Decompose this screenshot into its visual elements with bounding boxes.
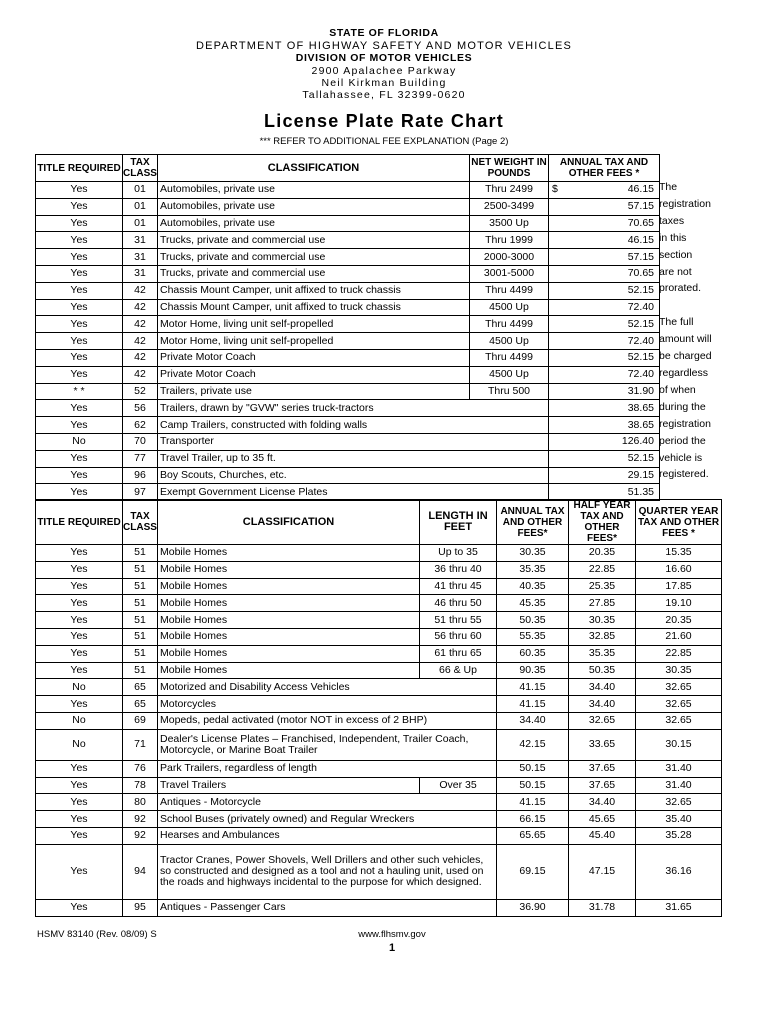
quarter-year-cell: 31.65 [636, 899, 722, 916]
proration-note-line: are not [659, 265, 692, 278]
annual-tax-cell: 30.35 [497, 545, 569, 562]
title-required-cell: Yes [36, 450, 123, 467]
tax-class-cell: 97 [123, 484, 158, 501]
classification-cell: Motor Home, living unit self-propelled [158, 333, 470, 350]
proration-note-line: in this [659, 231, 687, 244]
quarter-year-cell: 35.28 [636, 827, 722, 844]
classification-cell: Trucks, private and commercial use [158, 265, 470, 282]
title-required-cell: Yes [36, 612, 123, 629]
proration-note-line: during the [659, 400, 706, 413]
table-row [36, 811, 722, 828]
title-required-cell: Yes [36, 595, 123, 612]
classification-cell: Trailers, drawn by "GVW" series truck-tractors [158, 400, 549, 417]
tax-class-cell: 96 [123, 467, 158, 484]
tax-class-cell: 51 [123, 578, 158, 595]
net-weight-cell: 3500 Up [470, 215, 549, 232]
title-required-cell: * * [36, 383, 123, 400]
classification-cell: Automobiles, private use [158, 215, 470, 232]
classification-cell: Transporter [158, 433, 549, 450]
tax-class-cell: 42 [123, 282, 158, 299]
table-row [36, 249, 660, 266]
tax-class-cell: 42 [123, 349, 158, 366]
annual-tax-cell: 50.35 [497, 612, 569, 629]
title-required-cell: Yes [36, 249, 123, 266]
half-year-cell: 47.15 [569, 844, 636, 899]
classification-cell: Automobiles, private use [158, 182, 470, 199]
quarter-year-cell: 32.65 [636, 794, 722, 811]
classification-cell: Mobile Homes [158, 645, 420, 662]
table-row [36, 333, 660, 350]
quarter-year-cell: 31.40 [636, 777, 722, 794]
table-row [36, 561, 722, 578]
table-row [36, 844, 722, 899]
table-row [36, 899, 722, 916]
half-year-cell: 34.40 [569, 794, 636, 811]
tax-class-cell: 95 [123, 899, 158, 916]
proration-note-line: be charged [659, 350, 712, 363]
tax-class-cell: 51 [123, 645, 158, 662]
annual-tax-cell: 52.15 [549, 349, 660, 366]
annual-tax-value: 46.15 [627, 183, 654, 196]
annual-tax-cell: 34.40 [497, 712, 569, 729]
half-year-cell: 34.40 [569, 679, 636, 696]
proration-note-line: registration [659, 197, 711, 210]
annual-tax-cell: 52.15 [549, 450, 660, 467]
title-required-cell: Yes [36, 400, 123, 417]
net-weight-cell: Thru 1999 [470, 232, 549, 249]
table-row [36, 400, 660, 417]
title-required-cell: No [36, 679, 123, 696]
half-year-cell: 20.35 [569, 545, 636, 562]
table-row [36, 595, 722, 612]
tax-class-cell: 71 [123, 729, 158, 760]
tax-class-cell: 92 [123, 827, 158, 844]
proration-note-line [659, 297, 721, 314]
net-weight-cell: 2000-3000 [470, 249, 549, 266]
classification-cell: Dealer's License Plates – Franchised, Independent, Trailer Coach, Motorcycle, or Marine Boat Trailer [158, 729, 497, 760]
currency-symbol: $ [552, 183, 558, 196]
annual-tax-cell: 42.15 [497, 729, 569, 760]
proration-note-line: registration [659, 417, 711, 430]
classification-cell: Mobile Homes [158, 595, 420, 612]
half-year-cell: 37.65 [569, 760, 636, 777]
annual-tax-cell: 40.35 [497, 578, 569, 595]
proration-note-line: period the [659, 434, 706, 447]
fee-note: *** REFER TO ADDITIONAL FEE EXPLANATION (Page 2) [259, 136, 509, 147]
title-required-cell: Yes [36, 645, 123, 662]
classification-cell: Mopeds, pedal activated (motor NOT in excess of 2 BHP) [158, 712, 497, 729]
annual-tax-cell: 90.35 [497, 662, 569, 679]
classification-cell: Antiques - Passenger Cars [158, 899, 497, 916]
header-classification: CLASSIFICATION [158, 155, 470, 182]
quarter-year-cell: 36.16 [636, 844, 722, 899]
proration-note-line: The [659, 181, 678, 193]
proration-note-line: registered. [659, 468, 709, 481]
table-row [36, 827, 722, 844]
quarter-year-cell: 22.85 [636, 645, 722, 662]
quarter-year-cell: 17.85 [636, 578, 722, 595]
table-row [36, 366, 660, 383]
annual-tax-cell: 70.65 [549, 265, 660, 282]
quarter-year-cell: 21.60 [636, 628, 722, 645]
department-heading: DEPARTMENT OF HIGHWAY SAFETY AND MOTOR VEHICLES [195, 40, 573, 52]
table-row [36, 612, 722, 629]
annual-tax-cell: 52.15 [549, 316, 660, 333]
annual-tax-cell: 46.15 [549, 232, 660, 249]
half-year-cell: 33.65 [569, 729, 636, 760]
classification-cell: Mobile Homes [158, 662, 420, 679]
header-net-weight: NET WEIGHT IN POUNDS [470, 155, 549, 182]
header2-classification: CLASSIFICATION [158, 500, 420, 545]
classification-cell: Motorcycles [158, 696, 497, 713]
table-row [36, 182, 660, 199]
table-row [36, 628, 722, 645]
proration-note-line: regardless [659, 366, 709, 379]
quarter-year-cell: 32.65 [636, 712, 722, 729]
state-heading: STATE OF FLORIDA [329, 27, 439, 39]
annual-tax-cell: 126.40 [549, 433, 660, 450]
proration-note-line: amount will [659, 333, 712, 346]
net-weight-cell: Thru 4499 [470, 316, 549, 333]
net-weight-cell: Thru 2499 [470, 182, 549, 199]
title-required-cell: Yes [36, 794, 123, 811]
header-annual-tax: ANNUAL TAX AND OTHER FEES * [549, 155, 660, 182]
title-required-cell: Yes [36, 333, 123, 350]
length-cell: Up to 35 [420, 545, 497, 562]
net-weight-cell: Thru 4499 [470, 349, 549, 366]
annual-tax-cell: 50.15 [497, 777, 569, 794]
table-row [36, 777, 722, 794]
half-year-cell: 34.40 [569, 696, 636, 713]
classification-cell: Mobile Homes [158, 628, 420, 645]
table-row [36, 349, 660, 366]
length-cell: 46 thru 50 [420, 595, 497, 612]
title-required-cell: Yes [36, 182, 123, 199]
title-required-cell: Yes [36, 467, 123, 484]
classification-cell: Chassis Mount Camper, unit affixed to truck chassis [158, 299, 470, 316]
table-row [36, 645, 722, 662]
tax-class-cell: 51 [123, 612, 158, 629]
table-row [36, 383, 660, 400]
net-weight-cell: 3001-5000 [470, 265, 549, 282]
quarter-year-cell: 15.35 [636, 545, 722, 562]
annual-tax-cell: 57.15 [549, 198, 660, 215]
tax-class-cell: 80 [123, 794, 158, 811]
table-row [36, 232, 660, 249]
title-required-cell: Yes [36, 811, 123, 828]
classification-cell: Travel Trailer, up to 35 ft. [158, 450, 549, 467]
length-cell: 66 & Up [420, 662, 497, 679]
quarter-year-cell: 30.35 [636, 662, 722, 679]
annual-tax-cell: 70.65 [549, 215, 660, 232]
tax-class-cell: 77 [123, 450, 158, 467]
tax-class-cell: 31 [123, 249, 158, 266]
classification-cell: Trucks, private and commercial use [158, 249, 470, 266]
header-title-required: TITLE REQUIRED [36, 155, 123, 182]
tax-class-cell: 31 [123, 265, 158, 282]
net-weight-cell: Thru 500 [470, 383, 549, 400]
tax-class-cell: 01 [123, 182, 158, 199]
title-required-cell: Yes [36, 628, 123, 645]
annual-tax-cell: 72.40 [549, 333, 660, 350]
website: www.flhsmv.gov [358, 929, 426, 940]
quarter-year-cell: 31.40 [636, 760, 722, 777]
annual-tax-cell: 31.90 [549, 383, 660, 400]
tax-class-cell: 51 [123, 561, 158, 578]
half-year-cell: 32.65 [569, 712, 636, 729]
annual-tax-cell: 41.15 [497, 696, 569, 713]
annual-tax-cell: 69.15 [497, 844, 569, 899]
half-year-cell: 35.35 [569, 645, 636, 662]
quarter-year-cell: 32.65 [636, 696, 722, 713]
table-row [36, 794, 722, 811]
title-required-cell: Yes [36, 232, 123, 249]
title-required-cell: Yes [36, 777, 123, 794]
length-cell: 61 thru 65 [420, 645, 497, 662]
annual-tax-cell: 41.15 [497, 679, 569, 696]
quarter-year-cell: 16.60 [636, 561, 722, 578]
address-city: Tallahassee, FL 32399-0620 [302, 89, 466, 101]
net-weight-cell: 4500 Up [470, 333, 549, 350]
tax-class-cell: 42 [123, 316, 158, 333]
half-year-cell: 50.35 [569, 662, 636, 679]
tax-class-cell: 69 [123, 712, 158, 729]
annual-tax-cell: 29.15 [549, 467, 660, 484]
half-year-cell: 45.65 [569, 811, 636, 828]
classification-cell: Automobiles, private use [158, 198, 470, 215]
tax-class-cell: 42 [123, 299, 158, 316]
annual-tax-cell: 50.15 [497, 760, 569, 777]
classification-cell: Mobile Homes [158, 545, 420, 562]
header2-annual-tax: ANNUAL TAX AND OTHER FEES* [497, 500, 569, 545]
table-row [36, 417, 660, 434]
title-required-cell: No [36, 433, 123, 450]
half-year-cell: 37.65 [569, 777, 636, 794]
classification-cell: Trucks, private and commercial use [158, 232, 470, 249]
classification-cell: Chassis Mount Camper, unit affixed to truck chassis [158, 282, 470, 299]
table-row [36, 760, 722, 777]
annual-tax-cell: 51.35 [549, 484, 660, 501]
tax-class-cell: 42 [123, 333, 158, 350]
proration-note-line: section [659, 248, 693, 261]
header2-title-required: TITLE REQUIRED [36, 500, 123, 545]
length-cell: 41 thru 45 [420, 578, 497, 595]
address-street: 2900 Apalachee Parkway [311, 65, 457, 77]
table-row [36, 679, 722, 696]
classification-cell: Travel Trailers [158, 777, 420, 794]
tax-class-cell: 76 [123, 760, 158, 777]
length-cell: 51 thru 55 [420, 612, 497, 629]
classification-cell: Hearses and Ambulances [158, 827, 497, 844]
title-required-cell: Yes [36, 827, 123, 844]
annual-tax-cell: 57.15 [549, 249, 660, 266]
proration-note-line: of when [659, 383, 696, 396]
title-required-cell: Yes [36, 299, 123, 316]
address-building: Neil Kirkman Building [321, 77, 447, 89]
form-number: HSMV 83140 (Rev. 08/09) S [37, 929, 157, 940]
table-row [36, 433, 660, 450]
classification-cell: Trailers, private use [158, 383, 470, 400]
classification-cell: Mobile Homes [158, 561, 420, 578]
annual-tax-cell: 38.65 [549, 417, 660, 434]
annual-tax-cell: 41.15 [497, 794, 569, 811]
title-required-cell: Yes [36, 282, 123, 299]
tax-class-cell: 65 [123, 696, 158, 713]
table-row [36, 282, 660, 299]
quarter-year-cell: 20.35 [636, 612, 722, 629]
table-row [36, 712, 722, 729]
title-required-cell: Yes [36, 696, 123, 713]
classification-cell: Camp Trailers, constructed with folding walls [158, 417, 549, 434]
annual-tax-cell: 35.35 [497, 561, 569, 578]
classification-cell: Motorized and Disability Access Vehicles [158, 679, 497, 696]
title-required-cell: Yes [36, 760, 123, 777]
table-row [36, 467, 660, 484]
length-cell: 36 thru 40 [420, 561, 497, 578]
header2-quarter-year: QUARTER YEAR TAX AND OTHER FEES * [636, 500, 722, 545]
proration-note-line: vehicle is [659, 451, 703, 464]
title-required-cell: Yes [36, 349, 123, 366]
table-row [36, 729, 722, 760]
proration-note-line: The full [659, 316, 694, 329]
table-row [36, 545, 722, 562]
annual-tax-cell: 45.35 [497, 595, 569, 612]
half-year-cell: 32.85 [569, 628, 636, 645]
net-weight-cell: Thru 4499 [470, 282, 549, 299]
header2-tax-class: TAX CLASS [123, 500, 158, 545]
title-required-cell: Yes [36, 545, 123, 562]
annual-tax-cell: 66.15 [497, 811, 569, 828]
proration-note-line: prorated. [659, 282, 702, 295]
annual-tax-cell: 60.35 [497, 645, 569, 662]
quarter-year-cell: 30.15 [636, 729, 722, 760]
title-required-cell: Yes [36, 265, 123, 282]
classification-cell: Tractor Cranes, Power Shovels, Well Drillers and other such vehicles, so constructed and designed as a tool and not a hauling unit, used on the roads and highways incidental to the purpose for which designed. [158, 844, 497, 899]
title-required-cell: Yes [36, 561, 123, 578]
table-row [36, 450, 660, 467]
quarter-year-cell: 19.10 [636, 595, 722, 612]
tax-class-cell: 42 [123, 366, 158, 383]
classification-cell: Private Motor Coach [158, 349, 470, 366]
weight-rate-table [35, 154, 660, 501]
table-row [36, 696, 722, 713]
proration-note-line: taxes [659, 214, 685, 227]
half-year-cell: 30.35 [569, 612, 636, 629]
header-tax-class: TAX CLASS [123, 155, 158, 182]
tax-class-cell: 31 [123, 232, 158, 249]
tax-class-cell: 51 [123, 595, 158, 612]
tax-class-cell: 51 [123, 662, 158, 679]
annual-tax-cell: 72.40 [549, 299, 660, 316]
title-required-cell: Yes [36, 484, 123, 501]
classification-cell: Boy Scouts, Churches, etc. [158, 467, 549, 484]
classification-cell: Private Motor Coach [158, 366, 470, 383]
division-heading: DIVISION OF MOTOR VEHICLES [295, 52, 473, 64]
title-required-cell: Yes [36, 198, 123, 215]
tax-class-cell: 56 [123, 400, 158, 417]
annual-tax-cell: 52.15 [549, 282, 660, 299]
title-required-cell: Yes [36, 844, 123, 899]
table-row [36, 198, 660, 215]
annual-tax-cell: 38.65 [549, 400, 660, 417]
tax-class-cell: 94 [123, 844, 158, 899]
net-weight-cell: 4500 Up [470, 299, 549, 316]
half-year-cell: 25.35 [569, 578, 636, 595]
tax-class-cell: 01 [123, 215, 158, 232]
net-weight-cell: 2500-3499 [470, 198, 549, 215]
annual-tax-cell [549, 182, 660, 199]
tax-class-cell: 51 [123, 628, 158, 645]
table-row [36, 578, 722, 595]
net-weight-cell: 4500 Up [470, 366, 549, 383]
title-required-cell: No [36, 729, 123, 760]
title-required-cell: Yes [36, 578, 123, 595]
proration-note [659, 179, 721, 483]
quarter-year-cell: 35.40 [636, 811, 722, 828]
annual-tax-cell: 65.65 [497, 827, 569, 844]
classification-cell: Mobile Homes [158, 578, 420, 595]
length-rate-table [35, 499, 722, 917]
table-row [36, 316, 660, 333]
tax-class-cell: 52 [123, 383, 158, 400]
header2-half-year: HALF YEAR TAX AND OTHER FEES* [569, 500, 636, 545]
title-required-cell: Yes [36, 899, 123, 916]
title-required-cell: Yes [36, 417, 123, 434]
title-required-cell: Yes [36, 215, 123, 232]
tax-class-cell: 62 [123, 417, 158, 434]
half-year-cell: 45.40 [569, 827, 636, 844]
tax-class-cell: 70 [123, 433, 158, 450]
table-row [36, 215, 660, 232]
classification-cell: Motor Home, living unit self-propelled [158, 316, 470, 333]
classification-cell: Park Trailers, regardless of length [158, 760, 497, 777]
tax-class-cell: 65 [123, 679, 158, 696]
length-cell: 56 thru 60 [420, 628, 497, 645]
classification-cell: Mobile Homes [158, 612, 420, 629]
tax-class-cell: 51 [123, 545, 158, 562]
annual-tax-cell: 36.90 [497, 899, 569, 916]
quarter-year-cell: 32.65 [636, 679, 722, 696]
tax-class-cell: 78 [123, 777, 158, 794]
annual-tax-cell: 72.40 [549, 366, 660, 383]
header2-length: LENGTH IN FEET [420, 500, 497, 545]
classification-cell: Exempt Government License Plates [158, 484, 549, 501]
tax-class-cell: 92 [123, 811, 158, 828]
classification-cell: School Buses (privately owned) and Regular Wreckers [158, 811, 497, 828]
tax-class-cell: 01 [123, 198, 158, 215]
half-year-cell: 27.85 [569, 595, 636, 612]
half-year-cell: 31.78 [569, 899, 636, 916]
half-year-cell: 22.85 [569, 561, 636, 578]
title-required-cell: Yes [36, 366, 123, 383]
table-row [36, 265, 660, 282]
table-row [36, 299, 660, 316]
table-row [36, 662, 722, 679]
page-title: License Plate Rate Chart [264, 111, 504, 131]
page-number: 1 [388, 942, 396, 954]
annual-tax-cell: 55.35 [497, 628, 569, 645]
title-required-cell: No [36, 712, 123, 729]
length-cell: Over 35 [420, 777, 497, 794]
classification-cell: Antiques - Motorcycle [158, 794, 497, 811]
title-required-cell: Yes [36, 316, 123, 333]
title-required-cell: Yes [36, 662, 123, 679]
